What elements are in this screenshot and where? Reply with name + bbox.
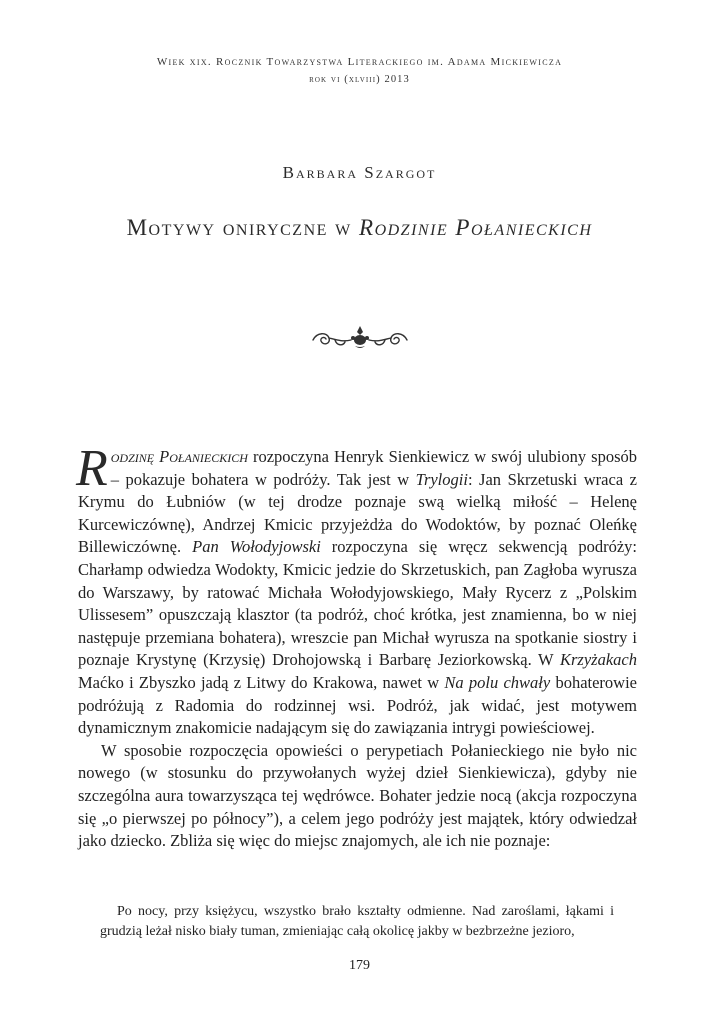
title-italic: Rodzinie Połanieckich — [359, 215, 593, 240]
article-title — [0, 215, 719, 241]
italic-title: Trylogii — [415, 469, 468, 489]
journal-year: rok vi (xlviii) 2013 — [309, 74, 410, 85]
drop-cap: R — [76, 440, 108, 497]
title-prefix: Motywy oniryczne w — [126, 215, 360, 240]
journal-header: Wiek xix. Rocznik Towarzystwa Literackiego im. Adama Mickiewicza — [156, 56, 563, 68]
fleuron-ornament-icon — [309, 322, 411, 352]
page-number: 179 — [349, 958, 370, 973]
block-quote: Po nocy, przy księżycu, wszystko brało kształty odmienne. Nad zaroślami, łąkami i grudzią leżał nisko biały tuman, zmieniając całą okolicę jakby w bezbrzeżne jezioro, — [100, 904, 614, 939]
italic-title: Pan Wołodyjowski — [192, 537, 321, 557]
text-run: bohaterowie podróżują z Radomia do rodzinnej wsi. Podróż, jak widać, jest motywem dynamicznym znakomicie nadającym się do zawiązania intrygi powieściowej. — [78, 672, 637, 738]
text-run: rozpoczyna się wręcz sekwencją podróży: Charłamp odwiedza Wodokty, Kmicic jedzie do Skrzetuskich, pan Zagłoba wyrusza do Warszawy, by ratować Michała Wołodyjowskiego, Mały Rycerz z „Polskim Ulissesem” opuszczają klasztor (ta podróż, choć krótka, jest znamienna, bo w niej następuje przemiana bohatera), wreszcie pan Michał wyrusza na spotkanie siostry i poznaje Krystynę (Krzysię) Drohojowską i Barbarę Jeziorkowską. W — [78, 537, 637, 670]
lead-in-smallcaps: odzinę Połanieckich — [110, 447, 248, 466]
article-author: Barbara Szargot — [282, 163, 437, 182]
text-run: rozpoczyna Henryk Sienkiewicz w swój ulubiony sposób – pokazuje bohatera w podróży. Tak jest w — [110, 447, 637, 489]
italic-title: Krzyżakach — [560, 650, 637, 670]
text-run: : Jan Skrzetuski wraca z Krymu do Łubniów (w tej drodze poznaje swą wielką miłość – Helenę Kurcewiczównę), Andrzej Kmicic przyjeżdża do Wodoktów, by poznać Oleńkę Billewiczównę. — [78, 469, 637, 557]
paragraph-2: W sposobie rozpoczęcia opowieści o perypetiach Połanieckiego nie było nic nowego (w stosunku do przywołanych wyżej dzieł Sienkiewicza), gdyby nie szczególna aura towarzysząca tej wędrówce. Bohater jedzie nocą (akcja rozpoczyna się „o pierwszej po północy”), a celem jego podróży jest majątek, który odwiedzał jako dziecko. Zbliża się więc do miejsc znajomych, ale ich nie poznaje: — [78, 740, 637, 851]
italic-title: Na polu chwały — [444, 672, 551, 692]
text-run: Maćko i Zbyszko jadą z Litwy do Krakowa, nawet w — [78, 672, 445, 692]
article-body — [76, 440, 637, 853]
paragraph-1 — [76, 440, 637, 740]
